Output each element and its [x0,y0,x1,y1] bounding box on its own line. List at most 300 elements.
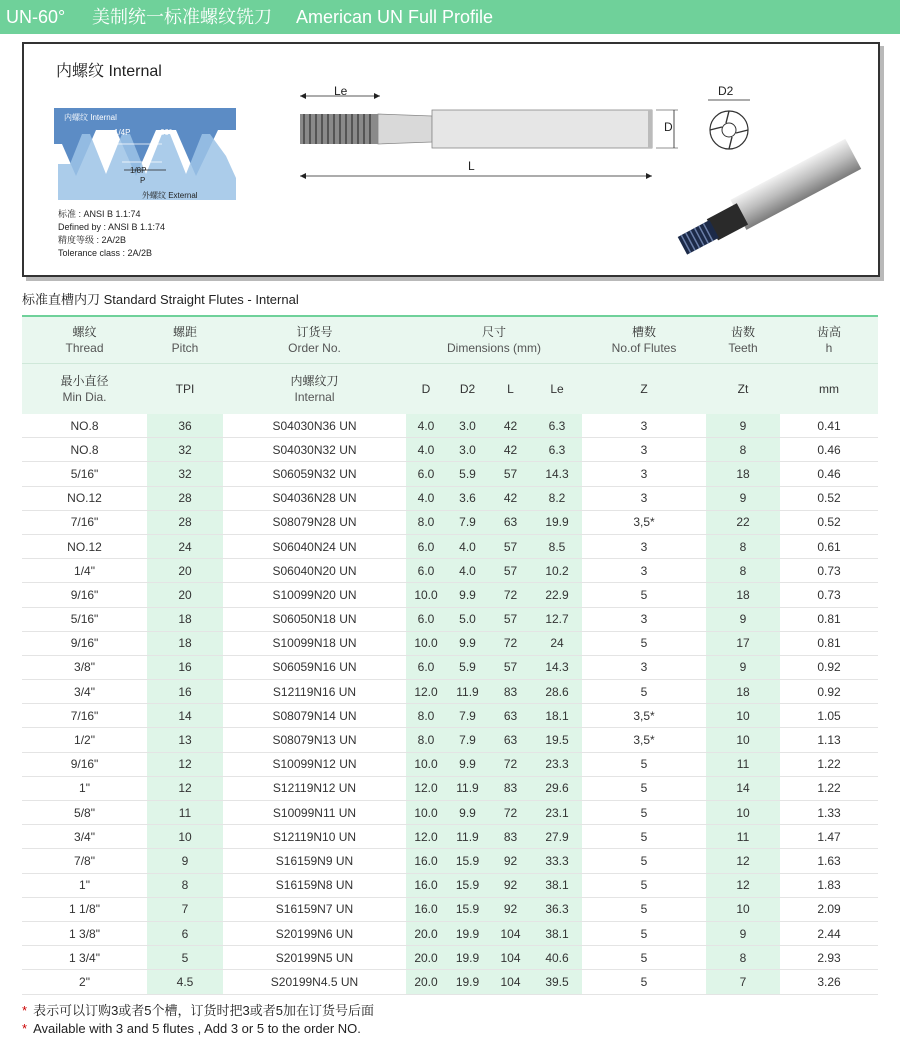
cell-thread: 1" [22,873,147,897]
table-row [22,510,878,534]
subheader-mm: mm [780,364,878,415]
header-order-no: 订货号 Order No. [223,316,406,364]
cell-teeth: 7 [706,970,780,994]
footnote-en [22,1021,361,1036]
cell-flutes: 3 [582,462,706,486]
cell-teeth: 8 [706,946,780,970]
cell-teeth: 14 [706,776,780,800]
cell-flutes: 3 [582,414,706,438]
cell-thread: 9/16" [22,631,147,655]
cell-l: 63 [489,728,532,752]
subheader-l: L [489,364,532,415]
cell-thread: 1/2" [22,728,147,752]
cell-l: 72 [489,801,532,825]
cell-pitch: 32 [147,462,223,486]
table-row [22,486,878,510]
cell-thread: 1 3/8" [22,921,147,945]
subheader-le: Le [532,364,582,415]
cell-d2: 5.9 [446,462,489,486]
cell-pitch: 12 [147,752,223,776]
cell-l: 63 [489,704,532,728]
cell-d2: 11.9 [446,680,489,704]
cell-flutes: 3 [582,438,706,462]
header-flutes: 槽数 No.of Flutes [582,316,706,364]
cell-height: 0.92 [780,655,878,679]
footnote-en-star: * [22,1021,28,1036]
cell-d2: 19.9 [446,946,489,970]
cell-pitch: 28 [147,510,223,534]
cell-teeth: 12 [706,849,780,873]
cell-d: 4.0 [406,438,446,462]
header-thread: 螺纹 Thread [22,316,147,364]
cell-l: 72 [489,583,532,607]
cell-d2: 3.0 [446,438,489,462]
cell-order-no: S04036N28 UN [223,486,406,510]
cell-d: 4.0 [406,414,446,438]
cell-flutes: 5 [582,849,706,873]
cell-l: 42 [489,414,532,438]
label-pitch-p: P [140,176,146,185]
table-row [22,728,878,752]
cell-height: 2.09 [780,897,878,921]
cell-thread: 9/16" [22,583,147,607]
section-title: 标准直槽内刀 Standard Straight Flutes - Internal [22,292,299,307]
cell-flutes: 5 [582,897,706,921]
cell-le: 38.1 [532,921,582,945]
cell-thread: NO.12 [22,486,147,510]
cell-d: 20.0 [406,921,446,945]
cell-l: 57 [489,462,532,486]
footnote-cn [22,1000,374,1019]
header-teeth: 齿数 Teeth [706,316,780,364]
cell-le: 12.7 [532,607,582,631]
table-row [22,776,878,800]
cell-height: 1.22 [780,752,878,776]
subheader-d2: D2 [446,364,489,415]
cell-thread: 2" [22,970,147,994]
cell-thread: 1 3/4" [22,946,147,970]
cell-le: 23.3 [532,752,582,776]
cell-le: 19.5 [532,728,582,752]
cell-teeth: 10 [706,897,780,921]
cell-le: 36.3 [532,897,582,921]
table-row [22,704,878,728]
table-row [22,970,878,994]
cell-pitch: 18 [147,607,223,631]
cell-teeth: 9 [706,655,780,679]
cell-thread: 1 1/8" [22,897,147,921]
cell-teeth: 8 [706,559,780,583]
cell-d: 16.0 [406,873,446,897]
cell-thread: 7/16" [22,510,147,534]
cell-flutes: 5 [582,631,706,655]
table-row [22,921,878,945]
cell-order-no: S08079N14 UN [223,704,406,728]
cell-flutes: 5 [582,752,706,776]
table-row [22,534,878,558]
cell-flutes: 3,5* [582,510,706,534]
table-row [22,873,878,897]
cell-d: 10.0 [406,752,446,776]
table-row [22,849,878,873]
cell-thread: NO.8 [22,414,147,438]
cell-teeth: 8 [706,438,780,462]
cell-l: 72 [489,752,532,776]
subheader-min-dia: 最小直径 Min Dia. [22,364,147,415]
cell-d2: 15.9 [446,849,489,873]
label-internal: 内螺纹 Internal [64,113,117,122]
cell-d: 4.0 [406,486,446,510]
cell-le: 33.3 [532,849,582,873]
cell-teeth: 9 [706,607,780,631]
cell-teeth: 9 [706,486,780,510]
cell-d2: 9.9 [446,752,489,776]
cell-d2: 11.9 [446,825,489,849]
cell-height: 2.93 [780,946,878,970]
diagram-title: 内螺纹 Internal [56,63,162,80]
cell-l: 42 [489,486,532,510]
cell-order-no: S20199N6 UN [223,921,406,945]
cell-d2: 9.9 [446,801,489,825]
cell-d: 6.0 [406,655,446,679]
table-row [22,897,878,921]
cell-flutes: 5 [582,801,706,825]
cell-le: 14.3 [532,655,582,679]
cell-thread: 5/8" [22,801,147,825]
cell-height: 1.05 [780,704,878,728]
cell-flutes: 5 [582,583,706,607]
table-row [22,438,878,462]
cell-d2: 11.9 [446,776,489,800]
cell-d: 12.0 [406,776,446,800]
banner-prefix: UN-60° [6,7,66,27]
label-sixty-degrees: 60° [160,128,173,137]
cell-teeth: 9 [706,921,780,945]
cell-le: 19.9 [532,510,582,534]
table-row [22,655,878,679]
header-pitch: 螺距 Pitch [147,316,223,364]
cell-flutes: 3 [582,655,706,679]
dim-le-label: Le [334,84,348,98]
cell-pitch: 36 [147,414,223,438]
cell-teeth: 18 [706,462,780,486]
cell-l: 104 [489,946,532,970]
cell-height: 2.44 [780,921,878,945]
cell-d: 8.0 [406,728,446,752]
cell-l: 104 [489,921,532,945]
cell-height: 1.33 [780,801,878,825]
table-subheader-row [22,364,878,415]
cell-flutes: 5 [582,776,706,800]
cell-thread: 9/16" [22,752,147,776]
cell-d2: 9.9 [446,583,489,607]
cell-l: 63 [489,510,532,534]
cell-thread: 1/4" [22,559,147,583]
dim-d-label: D [664,120,673,134]
cell-height: 0.81 [780,607,878,631]
cell-thread: 3/4" [22,680,147,704]
table-row [22,583,878,607]
cell-thread: 3/4" [22,825,147,849]
cell-d2: 3.0 [446,414,489,438]
cell-d2: 3.6 [446,486,489,510]
footnote-cn-star: * [22,1003,28,1018]
cell-le: 10.2 [532,559,582,583]
cell-le: 38.1 [532,873,582,897]
cell-pitch: 24 [147,534,223,558]
cell-d2: 4.0 [446,559,489,583]
cell-height: 0.73 [780,583,878,607]
cell-order-no: S08079N13 UN [223,728,406,752]
cell-flutes: 3 [582,559,706,583]
cell-order-no: S10099N11 UN [223,801,406,825]
subheader-zt: Zt [706,364,780,415]
cell-l: 104 [489,970,532,994]
cell-order-no: S16159N7 UN [223,897,406,921]
cell-order-no: S16159N8 UN [223,873,406,897]
cell-order-no: S10099N20 UN [223,583,406,607]
spec-table [22,315,878,995]
note-standard-en: Defined by : ANSI B 1.1:74 [58,222,166,232]
cell-d: 10.0 [406,631,446,655]
cell-teeth: 11 [706,752,780,776]
cell-l: 83 [489,776,532,800]
table-row [22,607,878,631]
note-tolerance-cn: 精度等级 : 2A/2B [58,235,127,245]
banner-en-title: American UN Full Profile [296,7,494,27]
cell-height: 1.47 [780,825,878,849]
spec-table-body [22,414,878,994]
cell-l: 57 [489,607,532,631]
cell-thread: 5/16" [22,462,147,486]
table-row [22,752,878,776]
cell-order-no: S06059N32 UN [223,462,406,486]
cell-teeth: 18 [706,583,780,607]
page-banner [0,0,900,34]
cell-flutes: 3 [582,534,706,558]
cell-teeth: 10 [706,704,780,728]
label-eighth-p: 1/8P [130,166,147,175]
cell-pitch: 8 [147,873,223,897]
tool-side-view-drawing [292,84,692,184]
cell-teeth: 11 [706,825,780,849]
cell-d: 6.0 [406,534,446,558]
cell-height: 1.83 [780,873,878,897]
cell-l: 57 [489,655,532,679]
label-external: 外螺纹 External [142,191,198,200]
cell-order-no: S20199N4.5 UN [223,970,406,994]
cell-thread: 3/8" [22,655,147,679]
cell-order-no: S12119N10 UN [223,825,406,849]
cell-teeth: 9 [706,414,780,438]
table-header-row [22,316,878,364]
cell-pitch: 12 [147,776,223,800]
cell-pitch: 5 [147,946,223,970]
cell-height: 0.46 [780,438,878,462]
cell-le: 6.3 [532,438,582,462]
cell-height: 0.52 [780,510,878,534]
cell-height: 3.26 [780,970,878,994]
table-row [22,414,878,438]
cell-d2: 19.9 [446,970,489,994]
cell-d2: 15.9 [446,873,489,897]
cell-height: 0.73 [780,559,878,583]
table-row [22,801,878,825]
cell-thread: 1" [22,776,147,800]
cell-d2: 19.9 [446,921,489,945]
cell-order-no: S04030N32 UN [223,438,406,462]
subheader-z: Z [582,364,706,415]
cell-le: 40.6 [532,946,582,970]
cell-height: 0.46 [780,462,878,486]
cell-thread: NO.12 [22,534,147,558]
standard-notes [58,208,165,260]
cell-thread: 5/16" [22,607,147,631]
cell-flutes: 5 [582,921,706,945]
footnote-en-text: Available with 3 and 5 flutes , Add 3 or 5 to the order NO. [33,1021,361,1036]
cell-d: 10.0 [406,583,446,607]
cell-l: 72 [489,631,532,655]
cell-l: 92 [489,873,532,897]
cell-teeth: 22 [706,510,780,534]
cell-d: 6.0 [406,559,446,583]
cell-pitch: 10 [147,825,223,849]
cell-flutes: 3 [582,607,706,631]
diagram-panel [22,42,880,277]
cell-d: 8.0 [406,704,446,728]
cell-l: 57 [489,559,532,583]
cell-order-no: S06050N18 UN [223,607,406,631]
cell-d2: 7.9 [446,728,489,752]
cell-order-no: S20199N5 UN [223,946,406,970]
table-row [22,462,878,486]
cell-thread: 7/16" [22,704,147,728]
cell-le: 6.3 [532,414,582,438]
cell-order-no: S08079N28 UN [223,510,406,534]
cell-height: 1.63 [780,849,878,873]
cell-flutes: 5 [582,970,706,994]
cell-d: 6.0 [406,462,446,486]
cell-le: 27.9 [532,825,582,849]
cell-pitch: 14 [147,704,223,728]
cell-order-no: S06059N16 UN [223,655,406,679]
cell-order-no: S06040N20 UN [223,559,406,583]
cell-le: 14.3 [532,462,582,486]
cell-height: 0.41 [780,414,878,438]
table-row [22,680,878,704]
cell-le: 28.6 [532,680,582,704]
subheader-tpi: TPI [147,364,223,415]
cell-d: 12.0 [406,825,446,849]
cell-d2: 5.0 [446,607,489,631]
cell-pitch: 18 [147,631,223,655]
cell-le: 39.5 [532,970,582,994]
cell-flutes: 5 [582,946,706,970]
table-row [22,559,878,583]
cell-order-no: S16159N9 UN [223,849,406,873]
cell-le: 24 [532,631,582,655]
cell-l: 83 [489,680,532,704]
cell-pitch: 6 [147,921,223,945]
cell-thread: NO.8 [22,438,147,462]
cell-order-no: S12119N16 UN [223,680,406,704]
cell-flutes: 5 [582,680,706,704]
cell-pitch: 16 [147,655,223,679]
note-tolerance-en: Tolerance class : 2A/2B [58,248,153,258]
footnote-cn-text: 表示可以订购3或者5个槽，订货时把3或者5加在订货号后面 [33,1003,374,1018]
cell-height: 0.92 [780,680,878,704]
cell-pitch: 4.5 [147,970,223,994]
cell-pitch: 16 [147,680,223,704]
cell-pitch: 7 [147,897,223,921]
cell-teeth: 12 [706,873,780,897]
cell-height: 1.13 [780,728,878,752]
cell-pitch: 11 [147,801,223,825]
cell-flutes: 3 [582,486,706,510]
tool-photo [664,134,864,264]
cell-pitch: 20 [147,583,223,607]
cell-le: 8.5 [532,534,582,558]
cell-d: 16.0 [406,849,446,873]
cell-order-no: S10099N12 UN [223,752,406,776]
header-dimensions: 尺寸 Dimensions (mm) [406,316,582,364]
cell-flutes: 3,5* [582,704,706,728]
cell-le: 23.1 [532,801,582,825]
table-row [22,946,878,970]
cell-le: 22.9 [532,583,582,607]
cell-pitch: 28 [147,486,223,510]
cell-height: 0.81 [780,631,878,655]
cell-pitch: 32 [147,438,223,462]
cell-order-no: S04030N36 UN [223,414,406,438]
label-quarter-p: 1/4P [114,128,131,137]
cell-d: 16.0 [406,897,446,921]
cell-d2: 7.9 [446,510,489,534]
table-row [22,825,878,849]
cell-flutes: 3,5* [582,728,706,752]
dim-d2-label: D2 [718,84,734,98]
cell-thread: 7/8" [22,849,147,873]
cell-d2: 9.9 [446,631,489,655]
cell-teeth: 10 [706,801,780,825]
dim-l-label: L [468,159,475,173]
cell-flutes: 5 [582,873,706,897]
cell-order-no: S10099N18 UN [223,631,406,655]
cell-height: 0.61 [780,534,878,558]
cell-d2: 4.0 [446,534,489,558]
cell-l: 57 [489,534,532,558]
table-row [22,631,878,655]
cell-l: 92 [489,897,532,921]
cell-d: 12.0 [406,680,446,704]
cell-flutes: 5 [582,825,706,849]
cell-d2: 5.9 [446,655,489,679]
cell-d: 20.0 [406,970,446,994]
cell-d2: 7.9 [446,704,489,728]
cell-le: 18.1 [532,704,582,728]
cell-d: 6.0 [406,607,446,631]
cell-teeth: 8 [706,534,780,558]
cell-teeth: 10 [706,728,780,752]
note-standard-cn: 标准 : ANSI B 1.1:74 [58,209,141,219]
cell-teeth: 18 [706,680,780,704]
cell-d: 20.0 [406,946,446,970]
cell-d: 10.0 [406,801,446,825]
cell-pitch: 9 [147,849,223,873]
subheader-d: D [406,364,446,415]
cell-le: 8.2 [532,486,582,510]
cell-order-no: S06040N24 UN [223,534,406,558]
